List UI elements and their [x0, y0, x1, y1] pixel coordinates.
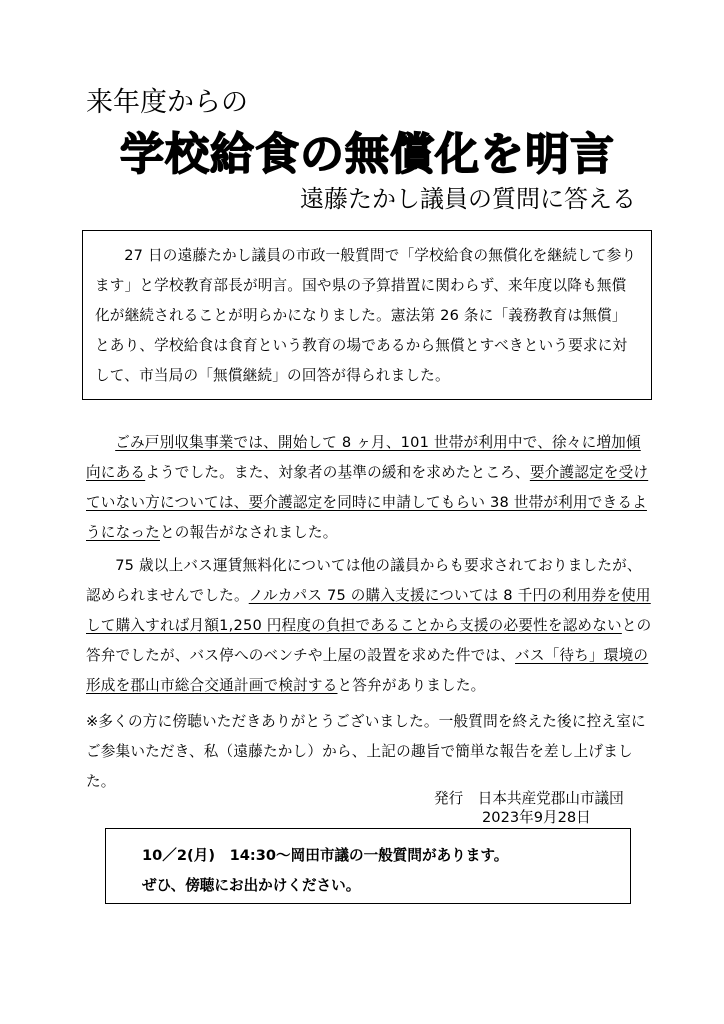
pre-title: 来年度からの: [86, 87, 248, 118]
thanks-paragraph: [86, 707, 652, 797]
thanks-text: ※多くの方に傍聴いただきありがとうございました。一般質問を終えた後に控え室にご参集いただき、私（遠藤たかし）から、上記の趣旨で簡単な報告を差し上げました。: [86, 713, 646, 790]
lead-text: 27 日の遠藤たかし議員の市政一般質問で「学校給食の無償化を継続して参ります」と学校教育部長が明言。国や県の予算措置に関わらず、来年度以降も無償化が継続されることが明らかになりました。憲法第 26 条に「義務教育は無償」とあり、学校給食は食育という教育の場であるから無償とすべきという要求に対して、市当局の「無償継続」の回答が得られました。: [95, 247, 637, 384]
garbage-collection-paragraph: [86, 428, 652, 548]
issuer: 発行 日本共産党郡山市議団: [434, 790, 624, 807]
body-text: ようでした。また、対象者の基準の緩和を求めたところ、: [145, 464, 530, 481]
page-title: 学校給食の無償化を明言: [120, 129, 615, 180]
issue-date: 2023年9月28日: [482, 809, 591, 826]
notice-line: 10／2(月) 14:30～岡田市議の一般質問があります。: [142, 847, 509, 864]
body-text: との報告がなされました。: [159, 524, 338, 541]
underlined-text: ごみ戸別収集事業では、開始して 8 ヶ月、101 世帯が利用中で、徐々に増加傾向にある: [86, 434, 641, 481]
page-subtitle: 遠藤たかし議員の質問に答える: [300, 185, 636, 213]
body-text: との答弁でしたが、バス停へのベンチや上屋の設置を求めた件では、: [86, 617, 652, 664]
body-text: 75 歳以上バス運賃無料化については他の議員からも要求されておりましたが、認められませんでした。: [86, 557, 642, 604]
body-text: と答弁がありました。: [337, 677, 486, 694]
underlined-text: バス「待ち」環境の形成を郡山市総合交通計画で検討する: [86, 647, 649, 694]
notice-box: [105, 828, 631, 904]
underlined-text: 要介護認定を受けていない方については、要介護認定を同時に申請してもらい 38 世帯が利用できるようになった: [86, 464, 649, 541]
lead-box: [82, 230, 652, 400]
notice-line: ぜひ、傍聴にお出かけください。: [142, 877, 361, 894]
underlined-text: ノルカパス 75 の購入支援については 8 千円の利用券を使用して購入すれば月額1,250 円程度の負担であることから支援の必要性を認めない: [86, 587, 651, 634]
bus-fare-paragraph: [86, 551, 652, 701]
